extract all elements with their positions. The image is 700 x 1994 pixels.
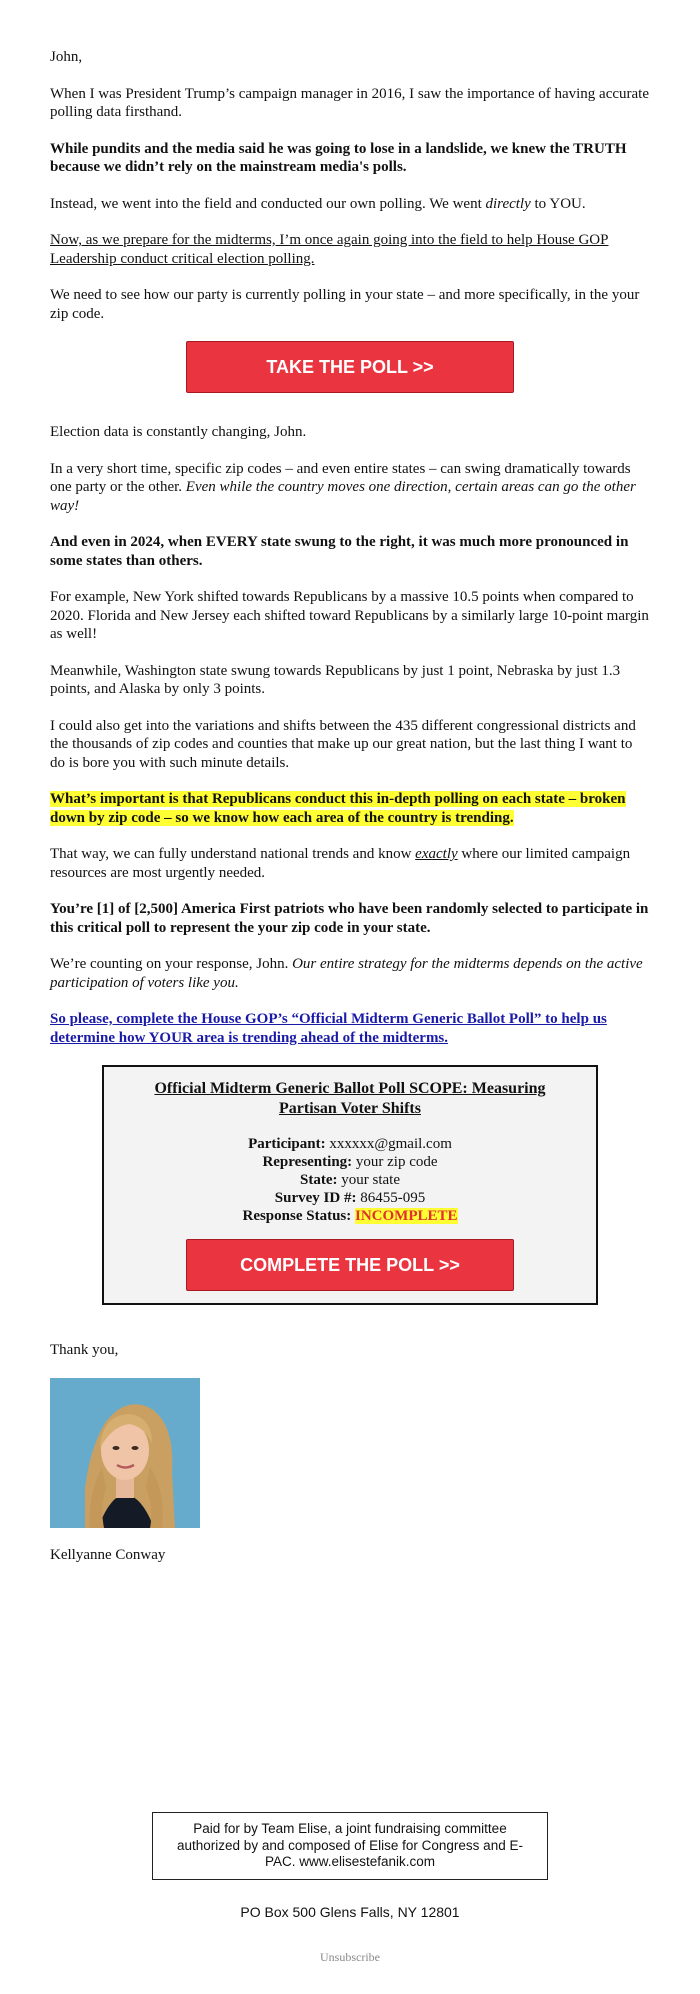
survey-value: 86455-095 (360, 1190, 426, 1206)
poll-box (102, 1065, 598, 1305)
survey-row (104, 1189, 596, 1207)
portrait-illustration (50, 1378, 200, 1528)
representing-row (104, 1153, 596, 1171)
thank-you: Thank you, (50, 1342, 119, 1358)
survey-label: Survey ID #: (274, 1190, 357, 1206)
greeting: John, (50, 49, 83, 65)
paragraph-meanwhile: Meanwhile, Washington state swung towards Republicans by just 1 point, Nebraska by just 1.3 points, and Alaska by only 3 points. (50, 662, 621, 697)
complete-poll-button[interactable]: COMPLETE THE POLL >> (186, 1239, 514, 1291)
status-badge: INCOMPLETE (355, 1208, 458, 1224)
highlighted-text: What’s important is that Republicans conduct this in-depth polling on each state – broken down by zip code – so we know how each area of the country is trending. (50, 791, 626, 826)
cta-row (50, 341, 650, 393)
status-row (104, 1207, 596, 1225)
state-label: State: (300, 1172, 338, 1188)
paragraph-zip: We need to see how our party is currently polling in your state – and more specifically, in the your zip code. (50, 287, 640, 322)
state-value: your state (341, 1172, 400, 1188)
emphasis-text: exactly (415, 846, 458, 862)
portrait-photo (50, 1378, 200, 1528)
paragraph-trends (50, 845, 650, 882)
participant-value: xxxxxx@gmail.com (329, 1136, 452, 1152)
paragraph-swing (50, 460, 650, 516)
text: That way, we can fully understand national trends and know (50, 846, 416, 862)
mailing-address: PO Box 500 Glens Falls, NY 12801 (240, 1904, 460, 1920)
participant-row (104, 1135, 596, 1153)
state-row (104, 1171, 596, 1189)
paragraph-intro: When I was President Trump’s campaign manager in 2016, I saw the importance of having accurate polling data firsthand. (50, 85, 649, 120)
cta-row (104, 1239, 596, 1291)
emphasis-text: Even while the country moves one direction, certain areas can go the other way! (50, 479, 636, 514)
unsubscribe-link[interactable]: Unsubscribe (320, 1950, 380, 1964)
representing-value: your zip code (355, 1154, 438, 1170)
text: In a very short time, specific zip codes – and even entire states – can swing dramatically towards one party or the other. (50, 460, 631, 495)
text: where our limited campaign resources are most urgently needed. (50, 846, 631, 881)
paragraph-important (50, 790, 650, 827)
paragraph-link (50, 1010, 650, 1047)
take-poll-button[interactable]: TAKE THE POLL >> (186, 341, 514, 393)
paragraph-data: Election data is constantly changing, John. (50, 424, 307, 440)
representing-label: Representing: (262, 1154, 353, 1170)
emphasis-text: Our entire strategy for the midterms depends on the active participation of voters like you. (50, 956, 643, 991)
text: We’re counting on your response, John. (50, 956, 293, 972)
text: to YOU. (530, 195, 586, 212)
paragraph-midterms: Now, as we prepare for the midterms, I’m once again going into the field to help House GOP Leadership conduct critical election polling. (50, 232, 609, 267)
paragraph-selected: You’re [1] of [2,500] America First patriots who have been randomly selected to participate in this critical poll to represent the your zip code in your state. (50, 901, 649, 936)
paragraph-field (50, 195, 650, 214)
status-label: Response Status: (242, 1208, 352, 1224)
poll-title: Official Midterm Generic Ballot Poll SCOPE: Measuring Partisan Voter Shifts (154, 1080, 546, 1117)
participant-label: Participant: (248, 1136, 326, 1152)
emphasis-text: directly (485, 195, 531, 212)
paragraph-districts: I could also get into the variations and shifts between the 435 different congressional districts and the thousands of zip codes and counties that make up our great nation, but the last thing I want to do is bore you with such minute details. (50, 717, 636, 771)
paragraph-truth: While pundits and the media said he was going to lose in a landslide, we knew the TRUTH because we didn’t rely on the mainstream media's polls. (50, 140, 627, 175)
paragraph-counting (50, 955, 650, 992)
text: Instead, we went into the field and conducted our own polling. We went (50, 195, 486, 212)
complete-poll-link[interactable]: So please, complete the House GOP’s “Official Midterm Generic Ballot Poll” to help us determine how YOUR area is trending ahead of the midterms. (50, 1011, 607, 1046)
paragraph-example: For example, New York shifted towards Republicans by a massive 10.5 points when compared to 2020. Florida and New Jersey each shifted toward Republicans by a similarly large 10-point margin as well! (50, 589, 649, 642)
signature-name: Kellyanne Conway (50, 1546, 166, 1563)
paragraph-2024: And even in 2024, when EVERY state swung to the right, it was much more pronounced in some states than others. (50, 534, 629, 569)
email-body (50, 48, 650, 1582)
paid-for-disclaimer: Paid for by Team Elise, a joint fundraising committee authorized by and composed of Elise for Congress and E-PAC. www.elisestefanik.com (152, 1812, 548, 1880)
